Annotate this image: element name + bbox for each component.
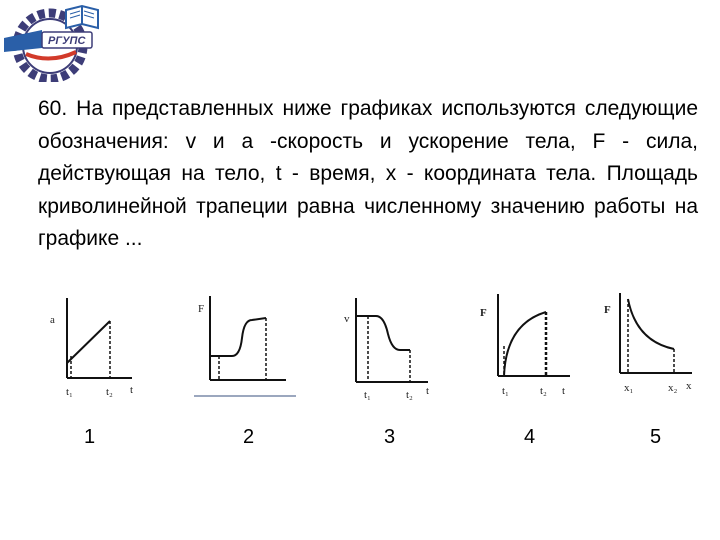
graph-number-4: 4 [524,426,536,448]
tick-label-1: t₁ [502,385,509,397]
tick-label-1: x₁ [624,382,634,394]
graph-curve [67,321,110,363]
graph-number-1: 1 [84,426,96,448]
university-logo [2,2,106,82]
graph-number-2: 2 [243,426,255,448]
graph-5 [600,285,710,403]
y-axis-label: F [604,304,611,316]
x-axis-label: x [686,380,692,392]
logo-emblem-icon [2,2,106,82]
tick-label-1: t₁ [66,386,73,398]
y-axis-label: F [198,303,205,315]
y-axis-label: a [50,314,55,326]
graph-curve [356,316,410,350]
tick-label-2: t₂ [106,386,113,398]
graph-number-3: 3 [384,426,396,448]
graph-1 [42,283,142,403]
question-text: 60. На представленных ниже графиках используются следующие обозначения: v и a -скорость и ускорение тела, F - сила, действующая на тело, t - время, x - координата тела. Площадь криволинейной трапеции равна численному значению работы на графике ... [38,97,698,250]
x-axis-label: t [426,385,430,397]
tick-label-2: t₂ [540,385,547,397]
y-axis-label: v [344,313,350,325]
graph-2 [192,288,302,403]
tick-label-1: t₁ [364,389,371,401]
graph-curve [210,318,266,356]
x-axis-label: t [130,384,134,396]
graph-3 [336,288,446,403]
x-axis-label: t [562,385,566,397]
graph-curve [628,299,674,349]
y-axis-label: F [480,307,487,319]
graph-curve [504,312,546,376]
tick-label-2: x₂ [668,382,678,394]
graph-number-5: 5 [650,426,662,448]
logo-text: РГУПС [48,35,86,47]
graph-4 [476,284,586,402]
tick-label-2: t₂ [406,389,413,401]
